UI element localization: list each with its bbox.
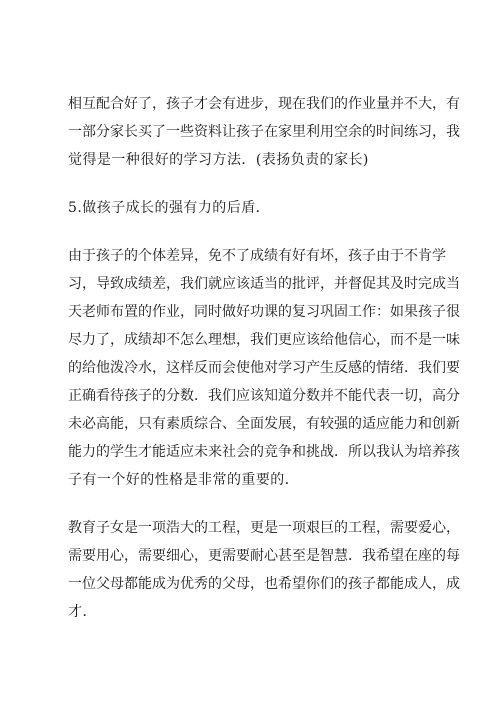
paragraph-1-line-2: 一部分家长买了一些资料让孩子在家里利用空余的时间练习，我: [68, 124, 460, 140]
paragraph-3-line-4: 才．: [68, 604, 97, 620]
paragraph-1-line-1: 相互配合好了，孩子才会有进步，现在我们的作业量并不大，有: [68, 96, 460, 112]
paragraph-3-line-1: 教育子女是一项浩大的工程，更是一项艰巨的工程，需要爱心，: [68, 520, 460, 536]
paragraph-2-line-4: 尽力了，成绩却不怎么理想，我们更应该给他信心，而不是一味: [68, 332, 460, 348]
paragraph-3-line-3: 一位父母都能成为优秀的父母，也希望你们的孩子都能成人，成: [68, 576, 460, 592]
paragraph-2-line-7: 未必高能，只有素质综合、全面发展，有较强的适应能力和创新: [68, 416, 460, 432]
paragraph-2-line-6: 正确看待孩子的分数．我们应该知道分数并不能代表一切，高分: [68, 388, 460, 404]
paragraph-1-line-3: 觉得是一种很好的学习方法．(表扬负责的家长): [68, 152, 369, 168]
section-heading: 5.做孩子成长的强有力的后盾．: [68, 200, 271, 216]
paragraph-2-line-9: 子有一个好的性格是非常的重要的．: [68, 472, 300, 488]
paragraph-2-line-5: 的给他泼冷水，这样反而会使他对学习产生反感的情绪．我们要: [68, 360, 460, 376]
paragraph-2-line-3: 天老师布置的作业，同时做好功课的复习巩固工作：如果孩子很: [68, 304, 460, 320]
paragraph-2-line-8: 能力的学生才能适应未来社会的竞争和挑战．所以我认为培养孩: [68, 444, 460, 460]
paragraph-2-line-1: 由于孩子的个体差异，免不了成绩有好有坏，孩子由于不肯学: [68, 248, 446, 264]
paragraph-2-line-2: 习，导致成绩差，我们就应该适当的批评，并督促其及时完成当: [68, 276, 460, 292]
paragraph-3-line-2: 需要用心，需要细心，更需要耐心甚至是智慧．我希望在座的每: [68, 548, 460, 564]
